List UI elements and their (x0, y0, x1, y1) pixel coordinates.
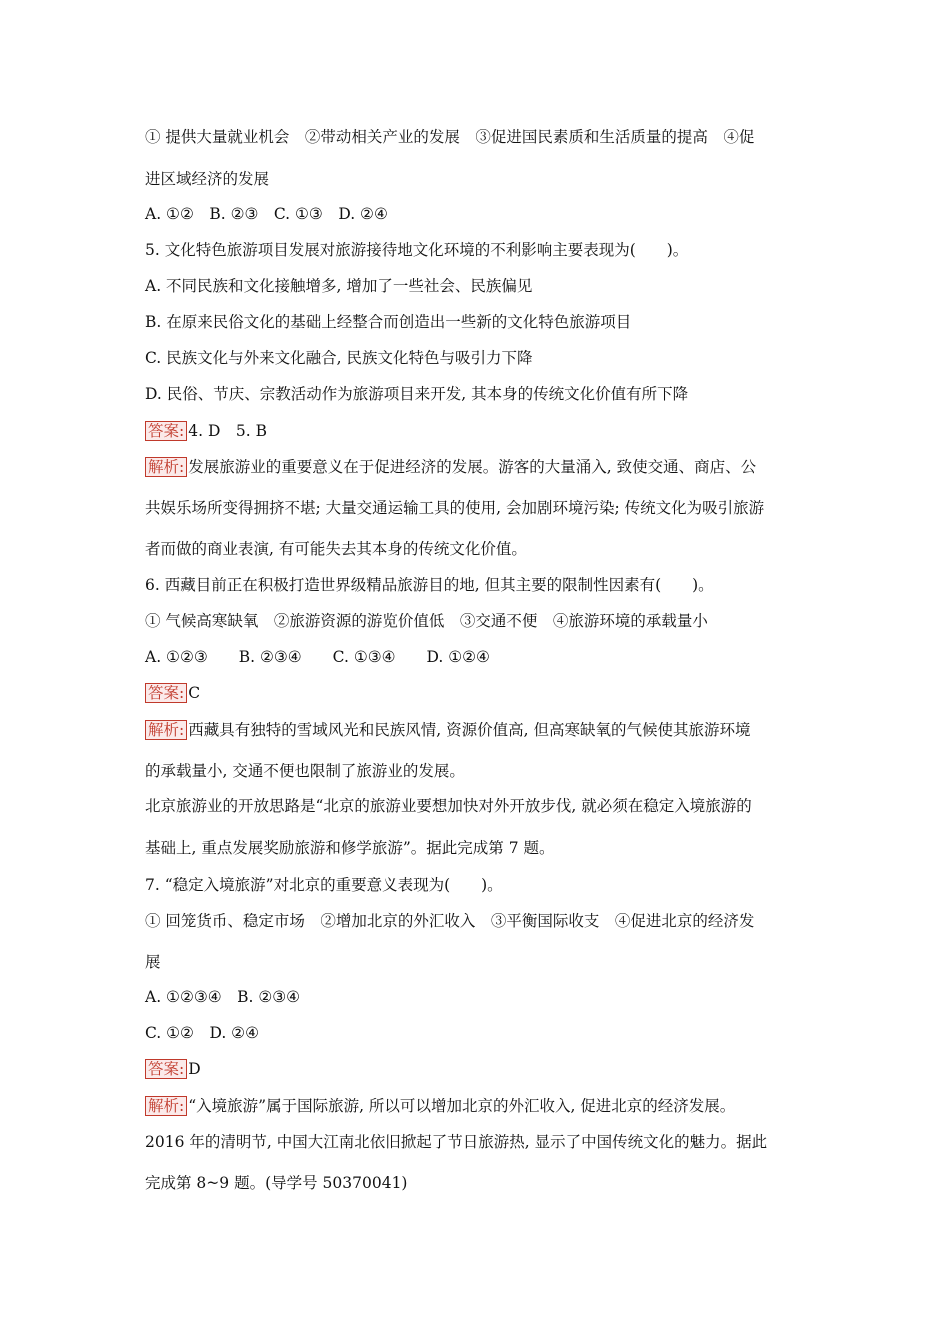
text-line: ① 回笼货币、稳定市场 ②增加北京的外汇收入 ③平衡国际收支 ④促进北京的经济发 (145, 912, 755, 930)
text-line: 完成第 8~9 题。(导学号 50370041) (145, 1174, 408, 1192)
answer-tag: 答案: (145, 421, 187, 441)
text-line: 基础上, 重点发展奖励旅游和修学旅游”。据此完成第 7 题。 (145, 839, 555, 857)
analysis-line: 解析: 西藏具有独特的雪域风光和民族风情, 资源价值高, 但高寒缺氧的气候使其旅游环境 (145, 720, 750, 740)
text-line: 北京旅游业的开放思路是“北京的旅游业要想加快对外开放步伐, 就必须在稳定入境旅游的 (145, 797, 752, 815)
text-line: 2016 年的清明节, 中国大江南北依旧掀起了节日旅游热, 显示了中国传统文化的魅力。据此 (145, 1133, 768, 1151)
option-line: C. 民族文化与外来文化融合, 民族文化特色与吸引力下降 (145, 349, 533, 367)
text-line: A. ①② B. ②③ C. ①③ D. ②④ (145, 205, 388, 223)
text-line: ① 提供大量就业机会 ②带动相关产业的发展 ③促进国民素质和生活质量的提高 ④促 (145, 128, 755, 146)
answer-tag: 答案: (145, 1059, 187, 1079)
question-7-stem: 7. “稳定入境旅游”对北京的重要意义表现为( )。 (145, 876, 503, 894)
question-5-stem: 5. 文化特色旅游项目发展对旅游接待地文化环境的不利影响主要表现为( )。 (145, 241, 689, 259)
analysis-tag: 解析: (145, 457, 187, 477)
option-line: C. ①② D. ②④ (145, 1024, 259, 1042)
option-line: D. 民俗、节庆、宗教活动作为旅游项目来开发, 其本身的传统文化价值有所下降 (145, 385, 689, 403)
text-line: 者而做的商业表演, 有可能失去其本身的传统文化价值。 (145, 540, 527, 558)
text-line: 共娱乐场所变得拥挤不堪; 大量交通运输工具的使用, 会加剧环境污染; 传统文化为吸引旅游 (145, 499, 765, 517)
answer-line: 答案: 4. D 5. B (145, 421, 267, 441)
option-line: A. 不同民族和文化接触增多, 增加了一些社会、民族偏见 (145, 277, 533, 295)
option-line: A. ①②③④ B. ②③④ (145, 988, 301, 1006)
answer-line: 答案: D (145, 1059, 201, 1079)
option-line: A. ①②③ B. ②③④ C. ①③④ D. ①②④ (145, 648, 490, 666)
text-line: ① 气候高寒缺氧 ②旅游资源的游览价值低 ③交通不便 ④旅游环境的承载量小 (145, 612, 708, 630)
text-line: 进区域经济的发展 (145, 170, 270, 188)
question-6-stem: 6. 西藏目前正在积极打造世界级精品旅游目的地, 但其主要的限制性因素有( )。 (145, 576, 714, 594)
analysis-tag: 解析: (145, 720, 187, 740)
option-line: B. 在原来民俗文化的基础上经整合而创造出一些新的文化特色旅游项目 (145, 313, 632, 331)
answer-tag: 答案: (145, 683, 187, 703)
analysis-line: 解析: “入境旅游”属于国际旅游, 所以可以增加北京的外汇收入, 促进北京的经济发展。 (145, 1096, 735, 1116)
text-line: 的承载量小, 交通不便也限制了旅游业的发展。 (145, 762, 465, 780)
answer-line: 答案: C (145, 683, 200, 703)
text-line: 展 (145, 953, 161, 971)
analysis-tag: 解析: (145, 1096, 187, 1116)
analysis-line: 解析: 发展旅游业的重要意义在于促进经济的发展。游客的大量涌入, 致使交通、商店、公 (145, 457, 756, 477)
